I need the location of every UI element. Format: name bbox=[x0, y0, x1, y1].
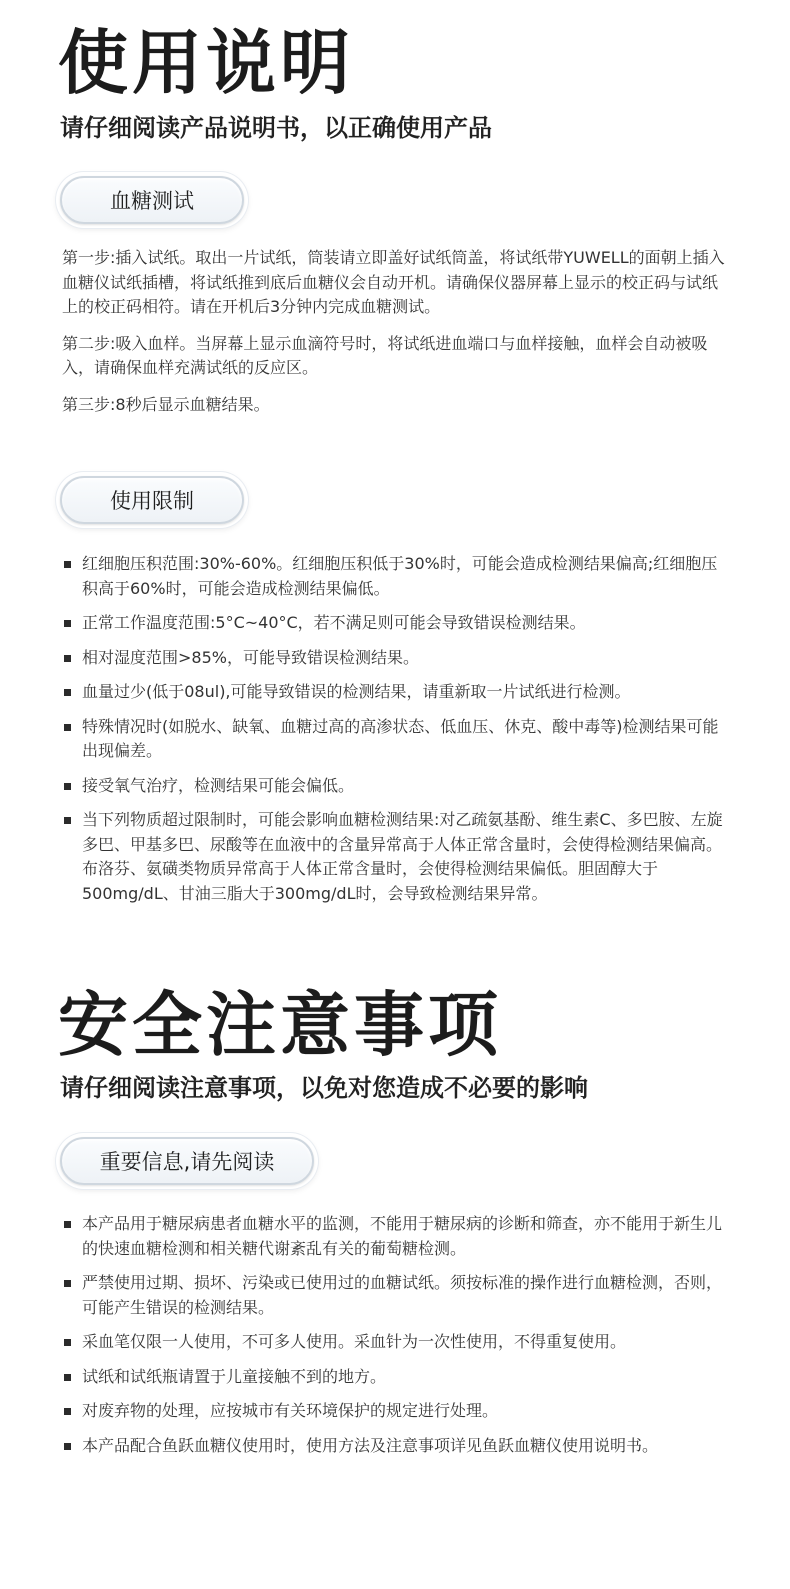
safety-list bbox=[62, 1212, 730, 1468]
list-item: 血量过少(低于08ul),可能导致错误的检测结果，请重新取一片试纸进行检测。 bbox=[62, 680, 730, 705]
safety-subtitle: 请仔细阅读注意事项，以免对您造成不必要的影响 bbox=[60, 1074, 588, 1102]
bullet-square-icon bbox=[64, 1280, 71, 1287]
bullet-square-icon bbox=[64, 561, 71, 568]
list-item: 试纸和试纸瓶请置于儿童接触不到的地方。 bbox=[62, 1365, 730, 1390]
list-item: 当下列物质超过限制时，可能会影响血糖检测结果:对乙疏氨基酚、维生素C、多巴胺、左旋多巴、甲基多巴、尿酸等在血液中的含量异常高于人体正常含量时，会使得检测结果偏高。布洛芬、氨磺类物质异常高于人体正常含量时，会使得检测结果偏低。胆固醇大于500mg/dL、甘油三脂大于300mg/dL时，会导致检测结果异常。 bbox=[62, 808, 730, 906]
list-item: 红细胞压积范围:30%-60%。红细胞压积低于30%时，可能会造成检测结果偏高;红细胞压积高于60%时，可能会造成检测结果偏低。 bbox=[62, 552, 730, 601]
bullet-square-icon bbox=[64, 1408, 71, 1415]
step-3: 第三步:8秒后显示血糖结果。 bbox=[62, 394, 270, 414]
bullet-square-icon bbox=[64, 655, 71, 662]
bullet-square-icon bbox=[64, 783, 71, 790]
bullet-square-icon bbox=[64, 1374, 71, 1381]
bullet-square-icon bbox=[64, 620, 71, 627]
limits-label: 使用限制 bbox=[60, 476, 244, 524]
safety-title: 安全注意事项 bbox=[58, 984, 502, 1066]
list-item: 采血笔仅限一人使用，不可多人使用。采血针为一次性使用，不得重复使用。 bbox=[62, 1330, 730, 1355]
bullet-square-icon bbox=[64, 724, 71, 731]
bullet-square-icon bbox=[64, 1339, 71, 1346]
list-item: 严禁使用过期、损坏、污染或已使用过的血糖试纸。须按标准的操作进行血糖检测，否则，可能产生错误的检测结果。 bbox=[62, 1271, 730, 1320]
step-2: 第二步:吸入血样。当屏幕上显示血滴符号时，将试纸进血端口与血样接触，血样会自动被吸入，请确保血样充满试纸的反应区。 bbox=[62, 333, 708, 377]
list-item: 正常工作温度范围:5°C~40°C，若不满足则可能会导致错误检测结果。 bbox=[62, 611, 730, 636]
list-item: 本产品配合鱼跃血糖仪使用时，使用方法及注意事项详见鱼跃血糖仪使用说明书。 bbox=[62, 1434, 730, 1459]
glucose-test-steps bbox=[62, 246, 730, 429]
bullet-square-icon bbox=[64, 1221, 71, 1228]
important-info-badge bbox=[56, 1133, 318, 1189]
important-info-label: 重要信息,请先阅读 bbox=[60, 1137, 314, 1185]
bullet-square-icon bbox=[64, 1443, 71, 1450]
list-item: 接受氧气治疗，检测结果可能会偏低。 bbox=[62, 774, 730, 799]
glucose-test-badge bbox=[56, 172, 248, 228]
limits-badge bbox=[56, 472, 248, 528]
usage-subtitle: 请仔细阅读产品说明书，以正确使用产品 bbox=[60, 114, 492, 142]
list-item: 本产品用于糖尿病患者血糖水平的监测，不能用于糖尿病的诊断和筛查，亦不能用于新生儿的快速血糖检测和相关糖代谢紊乱有关的葡萄糖检测。 bbox=[62, 1212, 730, 1261]
list-item: 特殊情况时(如脱水、缺氧、血糖过高的高渗状态、低血压、休克、酸中毒等)检测结果可能出现偏差。 bbox=[62, 715, 730, 764]
limits-list bbox=[62, 552, 730, 916]
glucose-test-label: 血糖测试 bbox=[60, 176, 244, 224]
bullet-square-icon bbox=[64, 689, 71, 696]
usage-title: 使用说明 bbox=[58, 22, 354, 104]
list-item: 相对湿度范围>85%，可能导致错误检测结果。 bbox=[62, 646, 730, 671]
bullet-square-icon bbox=[64, 817, 71, 824]
list-item: 对废弃物的处理，应按城市有关环境保护的规定进行处理。 bbox=[62, 1399, 730, 1424]
step-1: 第一步:插入试纸。取出一片试纸，筒装请立即盖好试纸筒盖，将试纸带YUWELL的面朝上插入血糖仪试纸插槽，将试纸推到底后血糖仪会自动开机。请确保仪器屏幕上显示的校正码与试纸上的校正码相符。请在开机后3分钟内完成血糖测试。 bbox=[62, 248, 725, 316]
